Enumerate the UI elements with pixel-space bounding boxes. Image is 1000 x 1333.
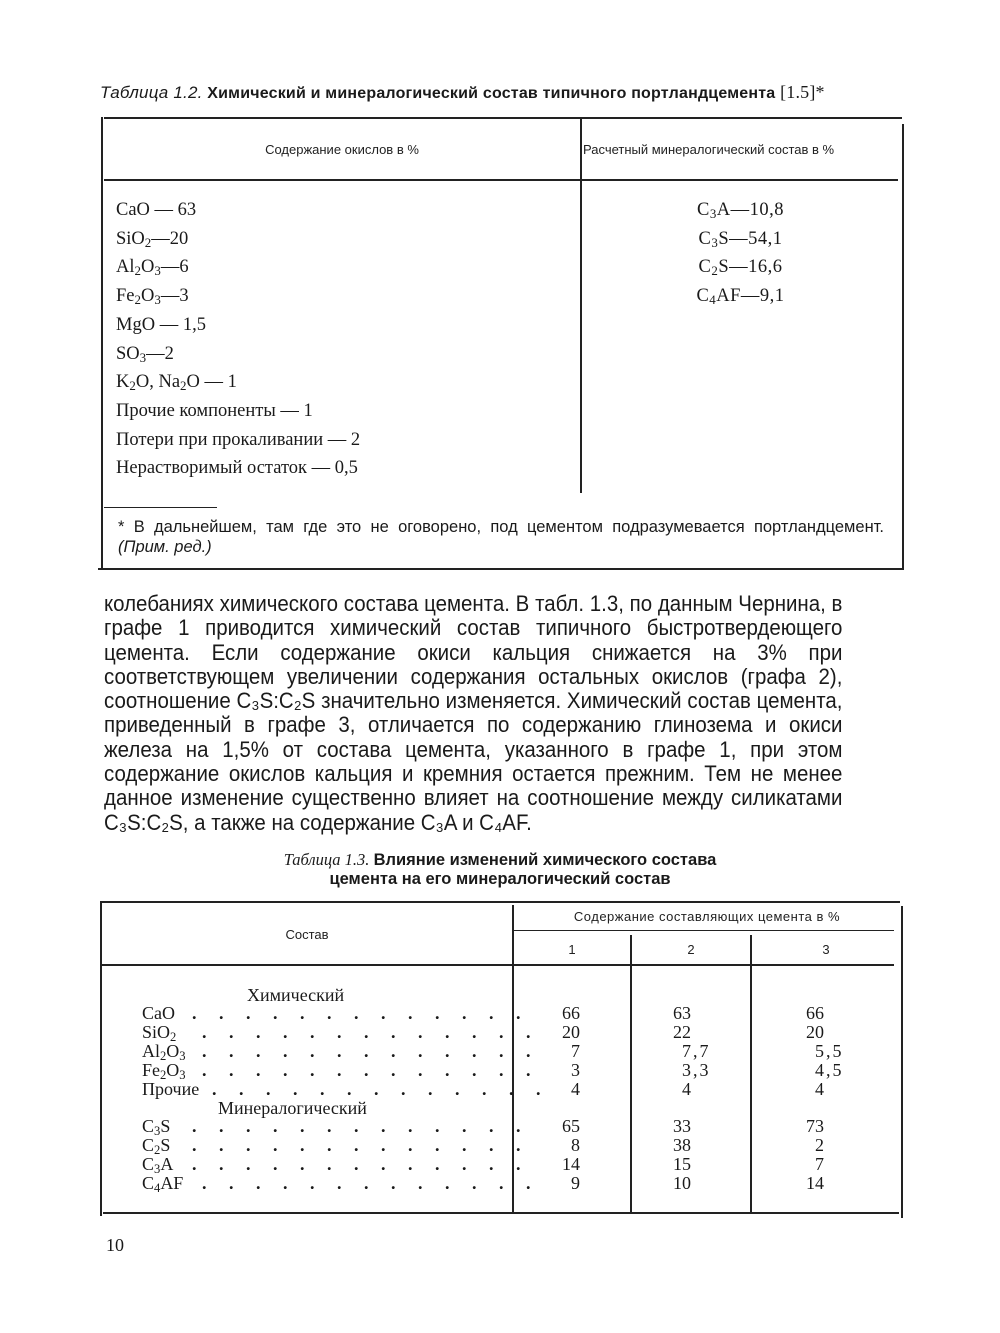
cell-c3a-1: 14 <box>562 1154 580 1174</box>
footnote-rule <box>104 507 217 508</box>
leader-dots: . . . . . . . . . . . . . <box>202 1022 540 1042</box>
oxide-item: Потери при прокаливании — 2 <box>116 429 361 450</box>
row-label-cao: CaO <box>142 1003 175 1023</box>
table-1-3-caption <box>200 850 800 889</box>
table-1-2-label: Таблица 1.2. <box>100 83 203 102</box>
row-label-fe2o3: $Fe_2O_3$ <box>142 1060 186 1083</box>
cell-other-3: 4 <box>815 1079 824 1099</box>
mineral-list <box>582 196 899 311</box>
cell-fe2o3-2: 3,3 <box>682 1060 711 1080</box>
leader-dots: . . . . . . . . . . . . . <box>192 1116 530 1136</box>
cell-c3s-2: 33 <box>673 1116 691 1136</box>
cell-cao-2: 63 <box>673 1003 691 1023</box>
leader-dots: . . . . . . . . . . . . . <box>192 1154 530 1174</box>
body-paragraph: колебаниях химического состава цемента. В табл. 1.3, по данным Чернина, в графе 1 приводится химический состав типичного быстротвердеющего цемента. Если содержание окиси кальция снижается на 3% при соответствующем увеличении содержания остальных окислов (графа 2), соотношение C₃S:C₂S значительно изменяется. Химический состав цемента, приведенный в графе 3, отличается по содержанию глинозема и окиси железа на 1,5% от состава цемента, указанного в графе 1, при этом содержание окислов кальция и кремния остается прежним. Тем не менее данное изменение существенно влияет на соотношение между силикатами C₃S:C₂S, а также на содержание C₃A и C₄AF. <box>104 591 843 835</box>
cell-fe2o3-3: 4,5 <box>815 1060 844 1080</box>
header-col-2: 2 <box>687 942 695 957</box>
oxide-item: $Fe_2O_3—3$ <box>116 286 189 308</box>
cell-other-1: 4 <box>571 1079 580 1099</box>
cell-c4af-1: 9 <box>571 1173 580 1193</box>
header-composition: Состав <box>285 927 329 942</box>
row-label-c4af: $C_4AF$ <box>142 1173 184 1196</box>
cell-c4af-3: 14 <box>806 1173 824 1193</box>
table-subheader-divider <box>514 930 894 931</box>
mineral-item: $C_3A—10,8$ <box>696 200 785 222</box>
oxide-list <box>116 196 360 483</box>
table-header-divider <box>102 964 894 966</box>
oxide-item: SiO$_2$—20 <box>116 228 189 250</box>
editor-note: (Прим. ред.) <box>118 538 212 556</box>
cell-cao-3: 66 <box>806 1003 824 1023</box>
cell-other-2: 4 <box>682 1079 691 1099</box>
cell-fe2o3-1: 3 <box>571 1060 580 1080</box>
cell-c3a-3: 7 <box>815 1154 824 1174</box>
oxide-item: Прочие компоненты — 1 <box>116 400 313 421</box>
table-border-top <box>104 117 902 119</box>
table-1-3-label: Таблица 1.3. <box>283 850 370 869</box>
oxide-item: CaO — 63 <box>116 200 197 220</box>
table-border-right <box>902 124 904 570</box>
leader-dots: . . . . . . . . . . . . . <box>202 1173 540 1193</box>
section-mineral: Минералогический <box>218 1098 367 1118</box>
cell-sio2-1: 20 <box>562 1022 580 1042</box>
header-col-3: 3 <box>822 942 830 957</box>
cell-c2s-3: 2 <box>815 1135 824 1155</box>
cell-al2o3-2: 7,7 <box>682 1041 711 1061</box>
row-label-c2s: $C_2S$ <box>142 1135 171 1158</box>
row-label-sio2: SiO$_2$ <box>142 1022 177 1045</box>
table-1-3-title-line2: цемента на его минералогический состав <box>329 870 671 888</box>
table-border-right <box>901 906 903 1218</box>
oxide-item: MgO — 1,5 <box>116 314 206 335</box>
table-border-left <box>101 117 103 569</box>
table-footnote: * В дальнейшем, там где это не оговорено, под цементом подразумевается портландцемент. (Прим. ред.) <box>118 518 884 556</box>
cell-c3s-3: 73 <box>806 1116 824 1136</box>
cell-c2s-1: 8 <box>571 1135 580 1155</box>
mineral-item: $C_3S—54,1$ <box>698 228 783 250</box>
table-border-bottom <box>98 568 904 570</box>
header-col-1: 1 <box>568 942 576 957</box>
table-1-3-title-line1: Влияние изменений химического состава <box>373 851 717 869</box>
table-column-divider <box>630 935 632 1213</box>
leader-dots: . . . . . . . . . . . . . <box>202 1060 540 1080</box>
leader-dots: . . . . . . . . . . . . . <box>212 1079 550 1099</box>
cell-c2s-2: 38 <box>673 1135 691 1155</box>
header-content: Содержание составляющих цемента в % <box>573 909 841 924</box>
cell-al2o3-3: 5,5 <box>815 1041 844 1061</box>
table-border-left <box>100 901 102 1216</box>
oxide-item: Нерастворимый остаток — 0,5 <box>116 458 358 479</box>
cell-sio2-2: 22 <box>673 1022 691 1042</box>
mineral-item: $C_2S—16,6$ <box>698 257 783 279</box>
table-header-divider <box>104 179 898 181</box>
cell-sio2-3: 20 <box>806 1022 824 1042</box>
mineral-item: $C_4AF—9,1$ <box>696 286 785 308</box>
row-label-c3s: $C_3S$ <box>142 1116 171 1139</box>
cell-c3s-1: 65 <box>562 1116 580 1136</box>
header-oxides: Содержание окислов в % <box>265 142 419 157</box>
cell-c3a-2: 15 <box>673 1154 691 1174</box>
page-number: 10 <box>106 1235 124 1255</box>
oxide-item: $SO_3—2$ <box>116 343 174 365</box>
leader-dots: . . . . . . . . . . . . . <box>192 1135 530 1155</box>
row-label-other: Прочие <box>142 1079 200 1099</box>
table-border-bottom <box>103 1212 899 1214</box>
cell-cao-1: 66 <box>562 1003 580 1023</box>
row-label-al2o3: $Al_2O_3$ <box>142 1041 186 1064</box>
table-column-divider <box>750 935 752 1213</box>
table-border-top <box>101 901 900 903</box>
leader-dots: . . . . . . . . . . . . . <box>202 1041 540 1061</box>
oxide-item: $K_2O$, $Na_2O$ — 1 <box>116 372 237 394</box>
oxide-item: $Al_2O_3—6$ <box>116 257 189 279</box>
header-minerals: Расчетный минералогический состав в % <box>583 142 835 157</box>
cell-al2o3-1: 7 <box>571 1041 580 1061</box>
table-1-2-caption <box>100 82 825 103</box>
section-chemical: Химический <box>247 985 345 1005</box>
table-1-2-title: Химический и минералогический состав типичного портландцемента <box>207 85 776 102</box>
cell-c4af-2: 10 <box>673 1173 691 1193</box>
row-label-c3a: $C_3A$ <box>142 1154 174 1177</box>
table-1-2-reference: [1.5]* <box>780 82 825 102</box>
leader-dots: . . . . . . . . . . . . . <box>192 1003 530 1023</box>
